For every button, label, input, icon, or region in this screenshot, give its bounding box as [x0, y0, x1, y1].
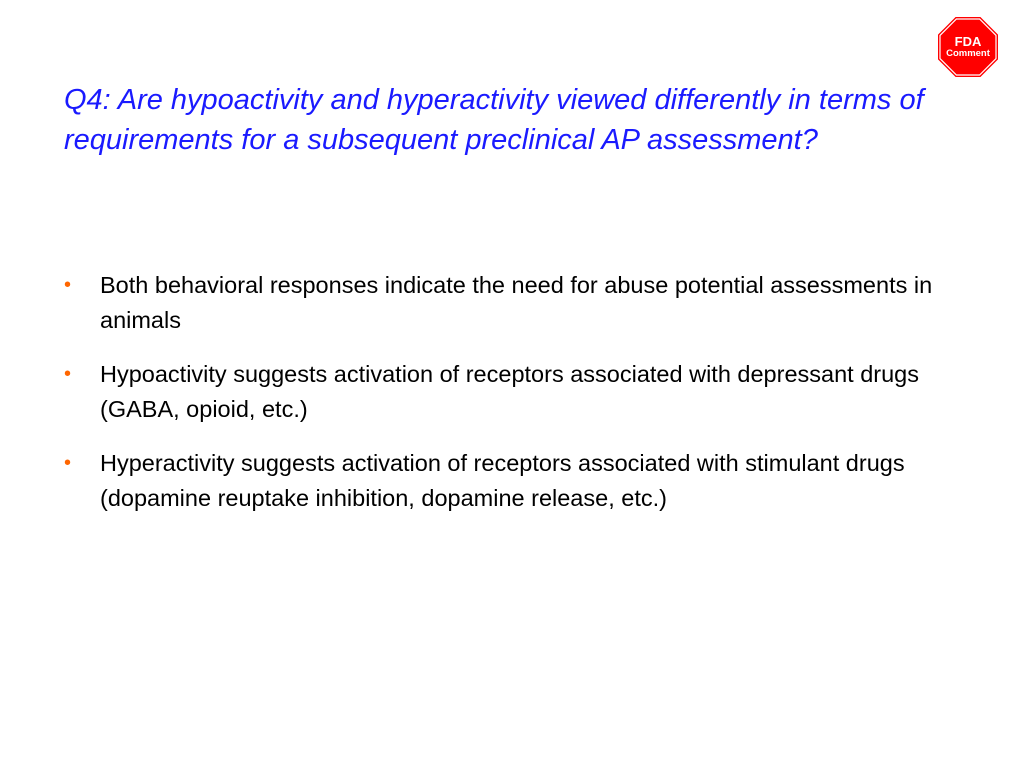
bullet-text: Both behavioral responses indicate the need for abuse potential assessments in animals — [100, 272, 933, 333]
fda-comment-badge — [938, 17, 998, 77]
bullet-text: Hyperactivity suggests activation of receptors associated with stimulant drugs (dopamine reuptake inhibition, dopamine release, etc.) — [100, 450, 905, 511]
bullet-item — [64, 357, 944, 427]
bullet-marker: • — [64, 274, 72, 296]
bullet-marker: • — [64, 452, 72, 474]
bullet-item — [64, 268, 944, 338]
badge-text — [938, 17, 998, 77]
slide-title: Q4: Are hypoactivity and hyperactivity viewed differently in terms of requirements for a subsequent preclinical AP assessment? — [64, 84, 924, 156]
badge-line-2: Comment — [946, 47, 990, 59]
bullet-text: Hypoactivity suggests activation of receptors associated with depressant drugs (GABA, opioid, etc.) — [100, 361, 920, 422]
bullet-item — [64, 446, 944, 516]
bullet-list — [64, 268, 944, 535]
badge-line-1: FDA — [954, 34, 982, 50]
bullet-marker: • — [64, 363, 72, 385]
